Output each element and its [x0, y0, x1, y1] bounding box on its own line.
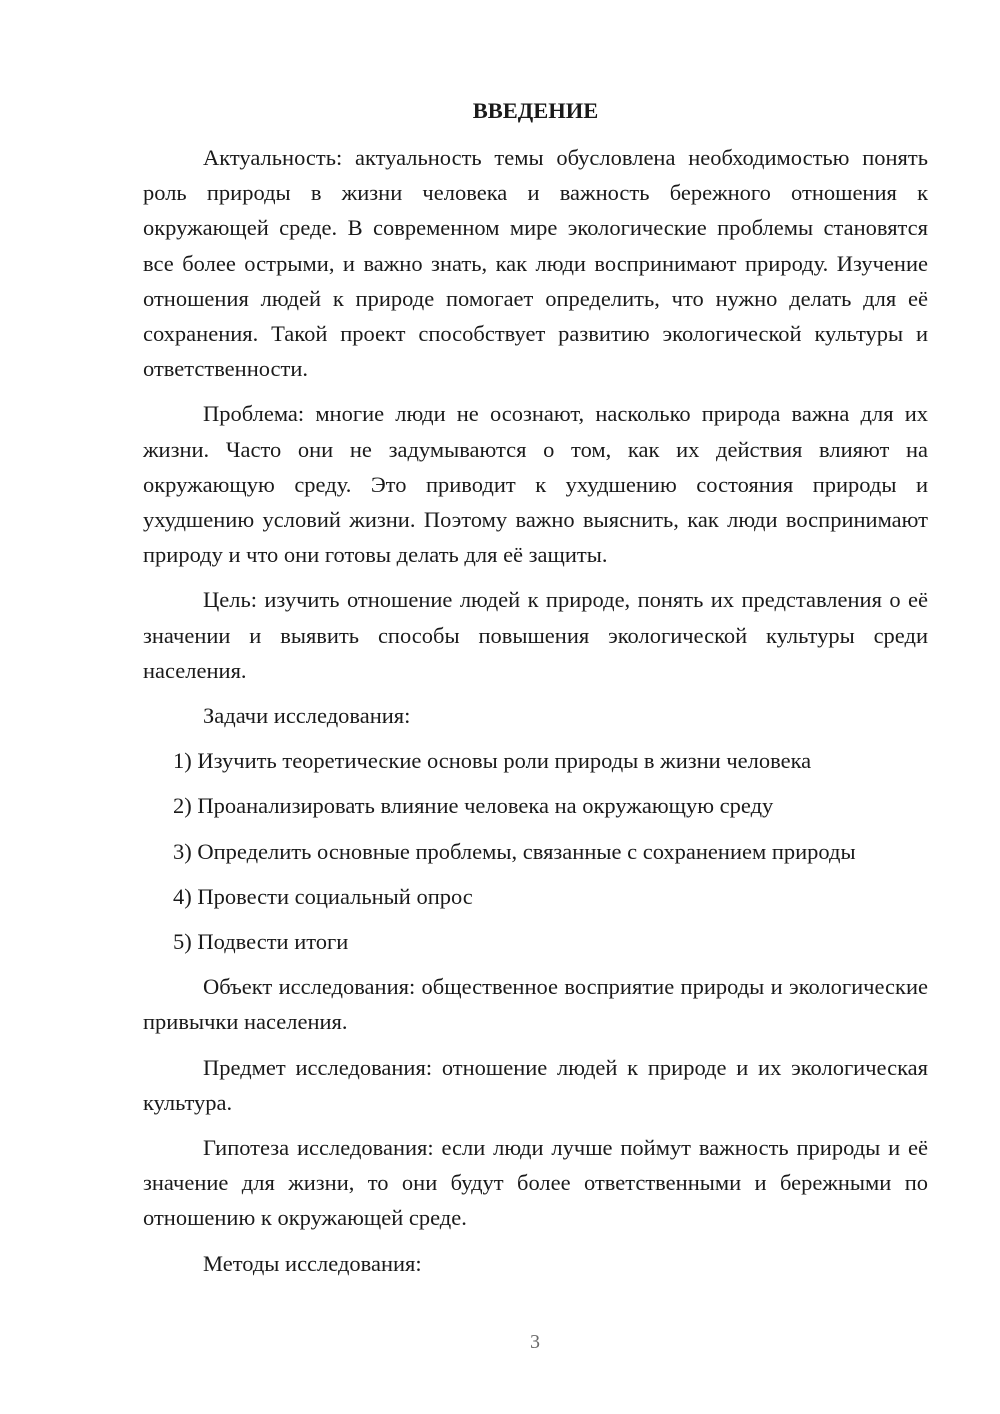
task-item-3: 3) Определить основные проблемы, связанные с сохранением природы — [173, 838, 856, 864]
task-item-1: 1) Изучить теоретические основы роли природы в жизни человека — [173, 748, 812, 774]
page-number: 3 — [530, 1331, 540, 1353]
task-item-4: 4) Провести социальный опрос — [173, 883, 473, 909]
paragraph-hypothesis: Гипотеза исследования: если люди лучше поймут важность природы и её значение для жизни, то они будут более ответственными и бережными по отношению к окружающей среде. — [143, 1135, 928, 1231]
paragraph-goal: Цель: изучить отношение людей к природе, понять их представления о её значении и выявить способы повышения экологической культуры среди населения. — [143, 587, 928, 683]
task-item-2: 2) Проанализировать влияние человека на окружающую среду — [173, 793, 774, 819]
paragraph-subject: Предмет исследования: отношение людей к природе и их экологическая культура. — [143, 1054, 928, 1115]
paragraph-object: Объект исследования: общественное восприятие природы и экологические привычки населения. — [143, 974, 928, 1035]
task-item-5: 5) Подвести итоги — [173, 929, 349, 955]
paragraph-relevance: Актуальность: актуальность темы обусловлена необходимостью понять роль природы в жизни человека и важность бережного отношения к окружающей среде. В современном мире экологические проблемы становятся все более острыми, и важно знать, как люди воспринимают природу. Изучение отношения людей к природе помогает определить, что нужно делать для её сохранения. Такой проект способствует развитию экологической культуры и ответственности. — [143, 145, 928, 382]
methods-heading: Методы исследования: — [203, 1250, 422, 1276]
paragraph-problem: Проблема: многие люди не осознают, насколько природа важна для их жизни. Часто они не задумываются о том, как их действия влияют на окружающую среду. Это приводит к ухудшению состояния природы и ухудшению условий жизни. Поэтому важно выяснить, как люди воспринимают природу и что они готовы делать для её защиты. — [143, 401, 928, 568]
page-title: ВВЕДЕНИЕ — [472, 98, 599, 123]
tasks-heading: Задачи исследования: — [203, 703, 411, 729]
page-content — [143, 96, 928, 1291]
